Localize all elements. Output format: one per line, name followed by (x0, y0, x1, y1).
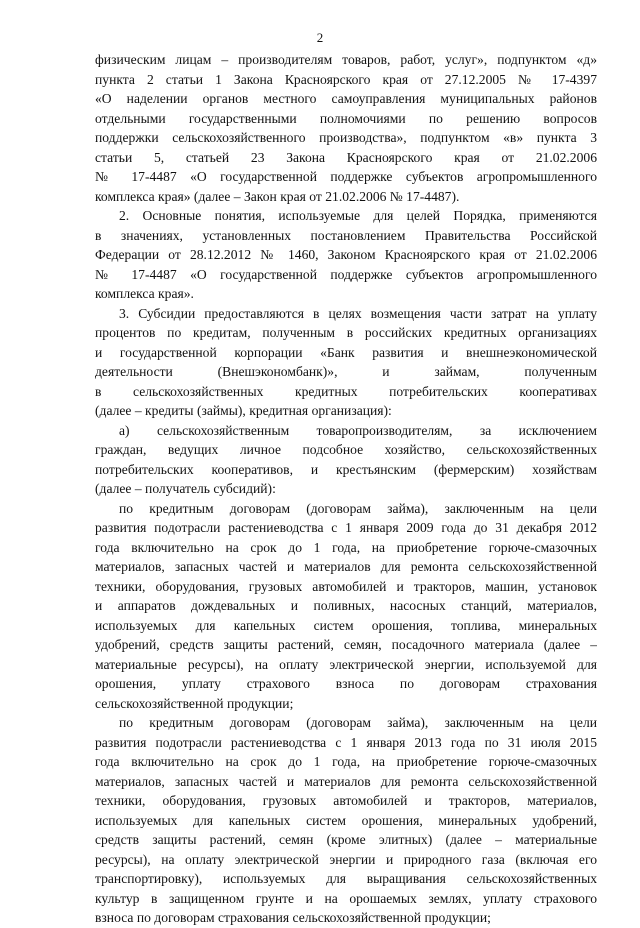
text-line: средств защиты растений, семян (кроме элитных) (далее – материальные (95, 832, 597, 847)
text-line: процентов по кредитам, полученным в российских кредитных организациях (95, 325, 597, 340)
text-line: Федерации от 28.12.2012 № 1460, Законом Красноярского края от 21.02.2006 (95, 247, 597, 262)
text-line: сельскохозяйственной продукции; (95, 695, 294, 711)
text-line: в сельскохозяйственных кредитных потребительских кооперативах (95, 383, 597, 399)
text-line: 2. Основные понятия, используемые для целей Порядка, применяются (119, 208, 597, 223)
text-line: транспортировку), используемых для выращивания сельскохозяйственных (95, 871, 597, 886)
text-line: материальные ресурсы), на оплату электрической энергии, используемой для (95, 656, 597, 672)
text-line: 3. Субсидии предоставляются в целях возмещения части затрат на уплату (119, 305, 597, 321)
text-line: граждан, ведущих личное подсобное хозяйство, сельскохозяйственных (95, 442, 597, 457)
text-line: комплекса края». (95, 286, 194, 301)
text-line: орошения, уплату страхового взноса по договорам страхования (95, 676, 597, 691)
text-line: используемых для капельных систем орошения, топлива, минеральных (95, 617, 597, 633)
text-line: ресурсы), на оплату электрической энергии и природного газа (включая его (95, 851, 597, 867)
text-line: поддержки сельскохозяйственного производства», подпунктом «в» пункта 3 (95, 130, 597, 145)
text-line: физическим лицам – производителям товаров, работ, услуг», подпунктом «д» (95, 52, 597, 67)
text-line: года включительно на срок до 1 года, на приобретение горюче-смазочных (95, 754, 597, 769)
text-line: техники, оборудования, грузовых автомобилей и тракторов, материалов, (95, 793, 597, 808)
text-line: развития подотрасли растениеводства с 1 января 2013 года по 31 июля 2015 (95, 734, 597, 750)
text-line: отдельными государственными полномочиями по решению вопросов (95, 110, 597, 126)
text-line: и аппаратов дождевальных и поливных, насосных станций, материалов, (95, 598, 597, 613)
text-line: (далее – кредиты (займы), кредитная организация): (95, 403, 392, 418)
document-body (95, 50, 597, 928)
text-line: взноса по договорам страхования сельскохозяйственной продукции; (95, 910, 491, 925)
text-line: (далее – получатель субсидий): (95, 481, 276, 496)
text-line: а) сельскохозяйственным товаропроизводителям, за исключением (119, 422, 597, 438)
text-line: материалов, запасных частей и материалов для ремонта сельскохозяйственной (95, 559, 597, 574)
text-line: в значениях, установленных постановлением Правительства Российской (95, 227, 597, 243)
text-line: культур в защищенном грунте и на орошаемых землях, уплату страхового (95, 890, 597, 906)
text-line: пункта 2 статьи 1 Закона Красноярского края от 27.12.2005 № 17-4397 (95, 71, 597, 87)
page-number: 2 (316, 30, 324, 45)
text-line: комплекса края» (далее – Закон края от 21.02.2006 № 17-4487). (95, 188, 460, 204)
text-line: статьи 5, статьей 23 Закона Красноярского края от 21.02.2006 (95, 149, 597, 165)
text-line: удобрений, средств защиты растений, семян, посадочного материала (далее – (95, 637, 597, 652)
text-line: материалов, запасных частей и материалов для ремонта сельскохозяйственной (95, 773, 597, 789)
text-line: по кредитным договорам (договорам займа), заключенным на цели (119, 500, 597, 516)
text-line: № 17-4487 «О государственной поддержке субъектов агропромышленного (95, 266, 597, 282)
text-line: и государственной корпорации «Банк развития и внешнеэкономической (95, 344, 597, 360)
text-line: № 17-4487 «О государственной поддержке субъектов агропромышленного (95, 169, 597, 184)
text-line: по кредитным договорам (договорам займа), заключенным на цели (119, 715, 597, 730)
text-line: развития подотрасли растениеводства с 1 января 2009 года до 31 декабря 2012 (95, 520, 597, 535)
text-line: деятельности (Внешэкономбанк)», и займам, полученным (95, 364, 597, 379)
text-line: года включительно на срок до 1 года, на приобретение горюче-смазочных (95, 539, 597, 555)
text-line: техники, оборудования, грузовых автомобилей и тракторов, машин, установок (95, 578, 597, 594)
text-line: потребительских кооперативов, и крестьянским (фермерским) хозяйствам (95, 461, 597, 477)
text-line: используемых для капельных систем орошения, минеральных удобрений, (95, 812, 597, 828)
text-line: «О наделении органов местного самоуправления муниципальных районов (95, 91, 597, 106)
